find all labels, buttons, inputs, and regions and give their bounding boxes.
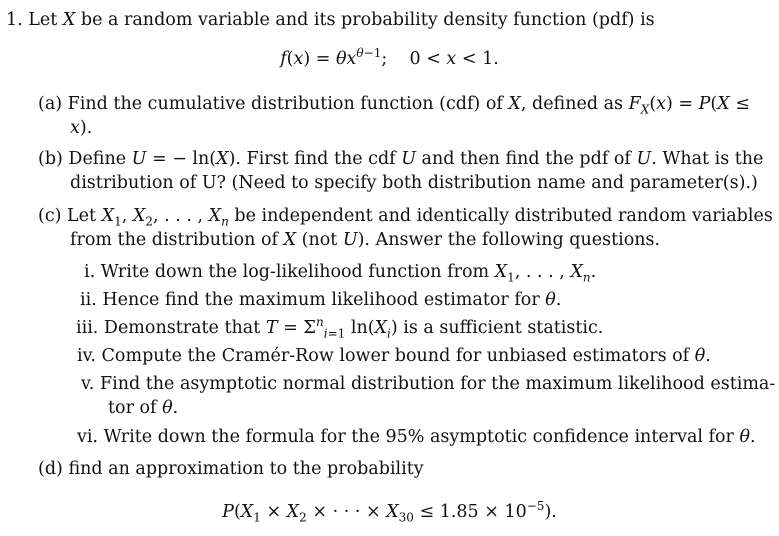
part-c-line1: (c) Let $X_1$, $X_2$, . . . , $X_n$ be independent and identically distributed random variables <box>38 206 773 229</box>
part-a-label: (a) <box>38 94 63 114</box>
part-c-item-v <box>81 372 775 396</box>
part-d-label: (d) <box>38 459 63 479</box>
part-c-label: (c) <box>38 206 62 226</box>
item-v-label: v. <box>81 374 95 394</box>
part-d-formula: $P(X_1 \times X_2$ × · · · × $X_{30} \le 1.85 \times 10^{-5}$). <box>222 499 557 525</box>
problem-number: 1. <box>6 10 23 30</box>
problem-intro-text: Let X be a random variable and its probability density function (pdf) is <box>28 10 655 30</box>
problem-intro <box>6 8 655 32</box>
part-c-item-v-line2: tor of θ. <box>108 398 179 418</box>
item-iv-label: iv. <box>77 346 96 366</box>
part-d-line1 <box>38 457 424 481</box>
part-c-item-ii: ii. Hence find the maximum likelihood estimator for θ. <box>80 290 562 310</box>
item-ii-label: ii. <box>80 290 97 310</box>
part-a-line2: x). <box>70 118 93 138</box>
item-v-text: Find the asymptotic normal distribution for the maximum likelihood estima- <box>99 374 776 394</box>
part-b-line2: distribution of U? (Need to specify both distribution name and parameter(s).) <box>70 173 758 193</box>
part-d-text: find an approximation to the probability <box>68 459 424 479</box>
item-vi-label: vi. <box>77 427 99 447</box>
part-c-item-iii: iii. Demonstrate that $T = \Sigma^n_{i=1}$ $\ln(X_i)$ is a sufficient statistic. <box>76 315 604 341</box>
part-c-item-i: i. Write down the log-likelihood function from $X_1$, . . . , $X_n$. <box>84 262 597 285</box>
part-a-line1: (a) Find the cumulative distribution function (cdf) of X, defined as $F_X(x) = P(X$ ≤ <box>38 94 750 117</box>
part-c-item-iv: iv. Compute the Cramér-Row lower bound for unbiased estimators of θ. <box>77 346 711 366</box>
part-b-label: (b) <box>38 149 63 169</box>
item-iii-label: iii. <box>76 318 99 338</box>
item-i-label: i. <box>84 262 96 282</box>
part-c-item-vi: vi. Write down the formula for the 95% asymptotic confidence interval for θ. <box>77 427 756 447</box>
part-b-line1: (b) Define U = − ln(X). First find the cdf U and then find the pdf of U. What is the <box>38 149 764 169</box>
part-c-line2: from the distribution of X (not U). Answer the following questions. <box>70 230 661 250</box>
pdf-formula: $f(x) = \theta x^{\theta-1}$; 0 < x < 1. <box>280 46 499 69</box>
